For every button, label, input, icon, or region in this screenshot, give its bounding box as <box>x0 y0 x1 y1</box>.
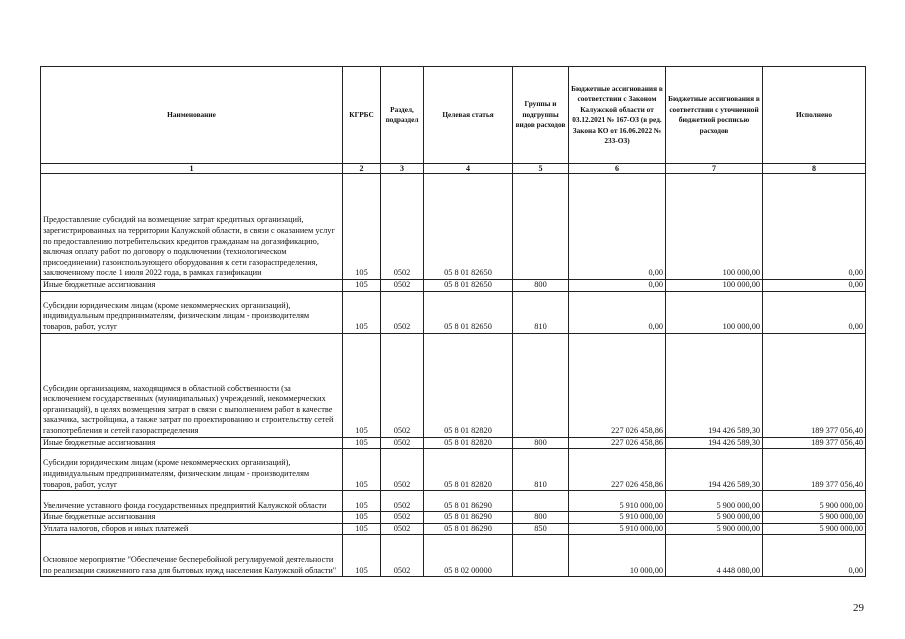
law-allocation-cell: 0,00 <box>569 280 666 292</box>
section-cell: 0502 <box>381 291 424 333</box>
section-cell: 0502 <box>381 491 424 512</box>
row-name-cell: Предоставление субсидий на возмещение затрат кредитных организаций, зарегистрированных на территории Калужской области, в связи с оказанием услуг по предоставлению потребительских кредитов гражданам на догазификацию, включая оплату работ по договору о подключении (технологическом присоединении) газоиспользующего оборудования к сети газораспределения, заключенному после 1 июля 2022 года, в рамках газификации <box>41 174 343 280</box>
row-name-cell: Основное мероприятие "Обеспечение бесперебойной регулируемой деятельности по реализации сжиженного газа для бытовых нужд населения Калужской области" <box>41 535 343 577</box>
section-cell: 0502 <box>381 174 424 280</box>
refined-allocation-cell: 5 900 000,00 <box>666 512 763 524</box>
header-kgrbs: КГРБС <box>343 67 381 164</box>
section-cell: 0502 <box>381 437 424 449</box>
header-target: Целевая статья <box>424 67 513 164</box>
row-name-cell: Субсидии юридическим лицам (кроме некоммерческих организаций), индивидуальным предпринимателям, физическим лицам - производителям товаров, работ, услуг <box>41 291 343 333</box>
table-row <box>41 449 866 491</box>
expense-group-cell <box>513 333 569 437</box>
kgrbs-cell: 105 <box>343 449 381 491</box>
target-article-cell: 05 8 01 82650 <box>424 174 513 280</box>
expense-group-cell: 850 <box>513 523 569 535</box>
section-cell: 0502 <box>381 333 424 437</box>
column-number-row <box>41 164 866 174</box>
target-article-cell: 05 8 01 82820 <box>424 449 513 491</box>
row-name-cell: Уплата налогов, сборов и иных платежей <box>41 523 343 535</box>
header-law: Бюджетные ассигнования в соответствии с Законом Калужской области от 03.12.2021 № 167-ОЗ (в ред. Закона КО от 16.06.2022 № 233-ОЗ) <box>569 67 666 164</box>
refined-allocation-cell: 100 000,00 <box>666 174 763 280</box>
table-row <box>41 437 866 449</box>
refined-allocation-cell: 194 426 589,30 <box>666 437 763 449</box>
executed-cell: 189 377 056,40 <box>763 333 866 437</box>
kgrbs-cell: 105 <box>343 333 381 437</box>
target-article-cell: 05 8 01 86290 <box>424 523 513 535</box>
law-allocation-cell: 5 910 000,00 <box>569 512 666 524</box>
section-cell: 0502 <box>381 512 424 524</box>
section-cell: 0502 <box>381 535 424 577</box>
table-row <box>41 535 866 577</box>
table-row <box>41 291 866 333</box>
table-row <box>41 333 866 437</box>
header-refined: Бюджетные ассигнования в соответствии с уточненной бюджетной росписью расходов <box>666 67 763 164</box>
refined-allocation-cell: 100 000,00 <box>666 280 763 292</box>
kgrbs-cell: 105 <box>343 523 381 535</box>
refined-allocation-cell: 194 426 589,30 <box>666 333 763 437</box>
law-allocation-cell: 10 000,00 <box>569 535 666 577</box>
refined-allocation-cell: 100 000,00 <box>666 291 763 333</box>
row-name-cell: Увеличение уставного фонда государственных предприятий Калужской области <box>41 491 343 512</box>
executed-cell: 0,00 <box>763 280 866 292</box>
kgrbs-cell: 105 <box>343 291 381 333</box>
header-section: Раздел, подраздел <box>381 67 424 164</box>
table-row <box>41 280 866 292</box>
kgrbs-cell: 105 <box>343 174 381 280</box>
expense-group-cell <box>513 174 569 280</box>
target-article-cell: 05 8 01 82820 <box>424 333 513 437</box>
column-number: 7 <box>666 164 763 174</box>
refined-allocation-cell: 5 900 000,00 <box>666 523 763 535</box>
target-article-cell: 05 8 02 00000 <box>424 535 513 577</box>
executed-cell: 0,00 <box>763 535 866 577</box>
column-number: 1 <box>41 164 343 174</box>
refined-allocation-cell: 4 448 080,00 <box>666 535 763 577</box>
executed-cell: 5 900 000,00 <box>763 512 866 524</box>
law-allocation-cell: 0,00 <box>569 291 666 333</box>
column-number: 4 <box>424 164 513 174</box>
law-allocation-cell: 5 910 000,00 <box>569 523 666 535</box>
column-number: 6 <box>569 164 666 174</box>
target-article-cell: 05 8 01 82650 <box>424 291 513 333</box>
section-cell: 0502 <box>381 280 424 292</box>
expense-group-cell: 810 <box>513 291 569 333</box>
executed-cell: 189 377 056,40 <box>763 449 866 491</box>
kgrbs-cell: 105 <box>343 437 381 449</box>
header-executed: Исполнено <box>763 67 866 164</box>
column-number: 3 <box>381 164 424 174</box>
law-allocation-cell: 0,00 <box>569 174 666 280</box>
kgrbs-cell: 105 <box>343 280 381 292</box>
table-row <box>41 523 866 535</box>
column-number: 5 <box>513 164 569 174</box>
section-cell: 0502 <box>381 449 424 491</box>
row-name-cell: Иные бюджетные ассигнования <box>41 512 343 524</box>
executed-cell: 0,00 <box>763 174 866 280</box>
target-article-cell: 05 8 01 86290 <box>424 491 513 512</box>
kgrbs-cell: 105 <box>343 535 381 577</box>
expense-group-cell: 800 <box>513 437 569 449</box>
target-article-cell: 05 8 01 82820 <box>424 437 513 449</box>
expense-group-cell <box>513 535 569 577</box>
expense-group-cell: 800 <box>513 512 569 524</box>
target-article-cell: 05 8 01 82650 <box>424 280 513 292</box>
kgrbs-cell: 105 <box>343 512 381 524</box>
row-name-cell: Субсидии организациям, находящимся в областной собственности (за исключением государственных (муниципальных) учреждений, некоммерческих организаций), в целях возмещения затрат в связи с выполнением работ в качестве заказчика, застройщика, а также затрат по проектированию и строительству сетей газопотребления и сетей газораспределения <box>41 333 343 437</box>
target-article-cell: 05 8 01 86290 <box>424 512 513 524</box>
table-row <box>41 512 866 524</box>
executed-cell: 0,00 <box>763 291 866 333</box>
header-group: Группы и подгруппы видов расходов <box>513 67 569 164</box>
expense-group-cell: 800 <box>513 280 569 292</box>
section-cell: 0502 <box>381 523 424 535</box>
expense-group-cell <box>513 491 569 512</box>
column-number: 8 <box>763 164 866 174</box>
refined-allocation-cell: 194 426 589,30 <box>666 449 763 491</box>
law-allocation-cell: 227 026 458,86 <box>569 437 666 449</box>
table-row <box>41 491 866 512</box>
column-number: 2 <box>343 164 381 174</box>
law-allocation-cell: 227 026 458,86 <box>569 449 666 491</box>
budget-table <box>40 66 866 577</box>
expense-group-cell: 810 <box>513 449 569 491</box>
refined-allocation-cell: 5 900 000,00 <box>666 491 763 512</box>
row-name-cell: Иные бюджетные ассигнования <box>41 437 343 449</box>
page-number: 29 <box>853 602 864 614</box>
law-allocation-cell: 227 026 458,86 <box>569 333 666 437</box>
header-row <box>41 67 866 164</box>
executed-cell: 189 377 056,40 <box>763 437 866 449</box>
executed-cell: 5 900 000,00 <box>763 523 866 535</box>
header-name: Наименование <box>41 67 343 164</box>
table-row <box>41 174 866 280</box>
law-allocation-cell: 5 910 000,00 <box>569 491 666 512</box>
row-name-cell: Иные бюджетные ассигнования <box>41 280 343 292</box>
kgrbs-cell: 105 <box>343 491 381 512</box>
executed-cell: 5 900 000,00 <box>763 491 866 512</box>
row-name-cell: Субсидии юридическим лицам (кроме некоммерческих организаций), индивидуальным предпринимателям, физическим лицам - производителям товаров, работ, услуг <box>41 449 343 491</box>
